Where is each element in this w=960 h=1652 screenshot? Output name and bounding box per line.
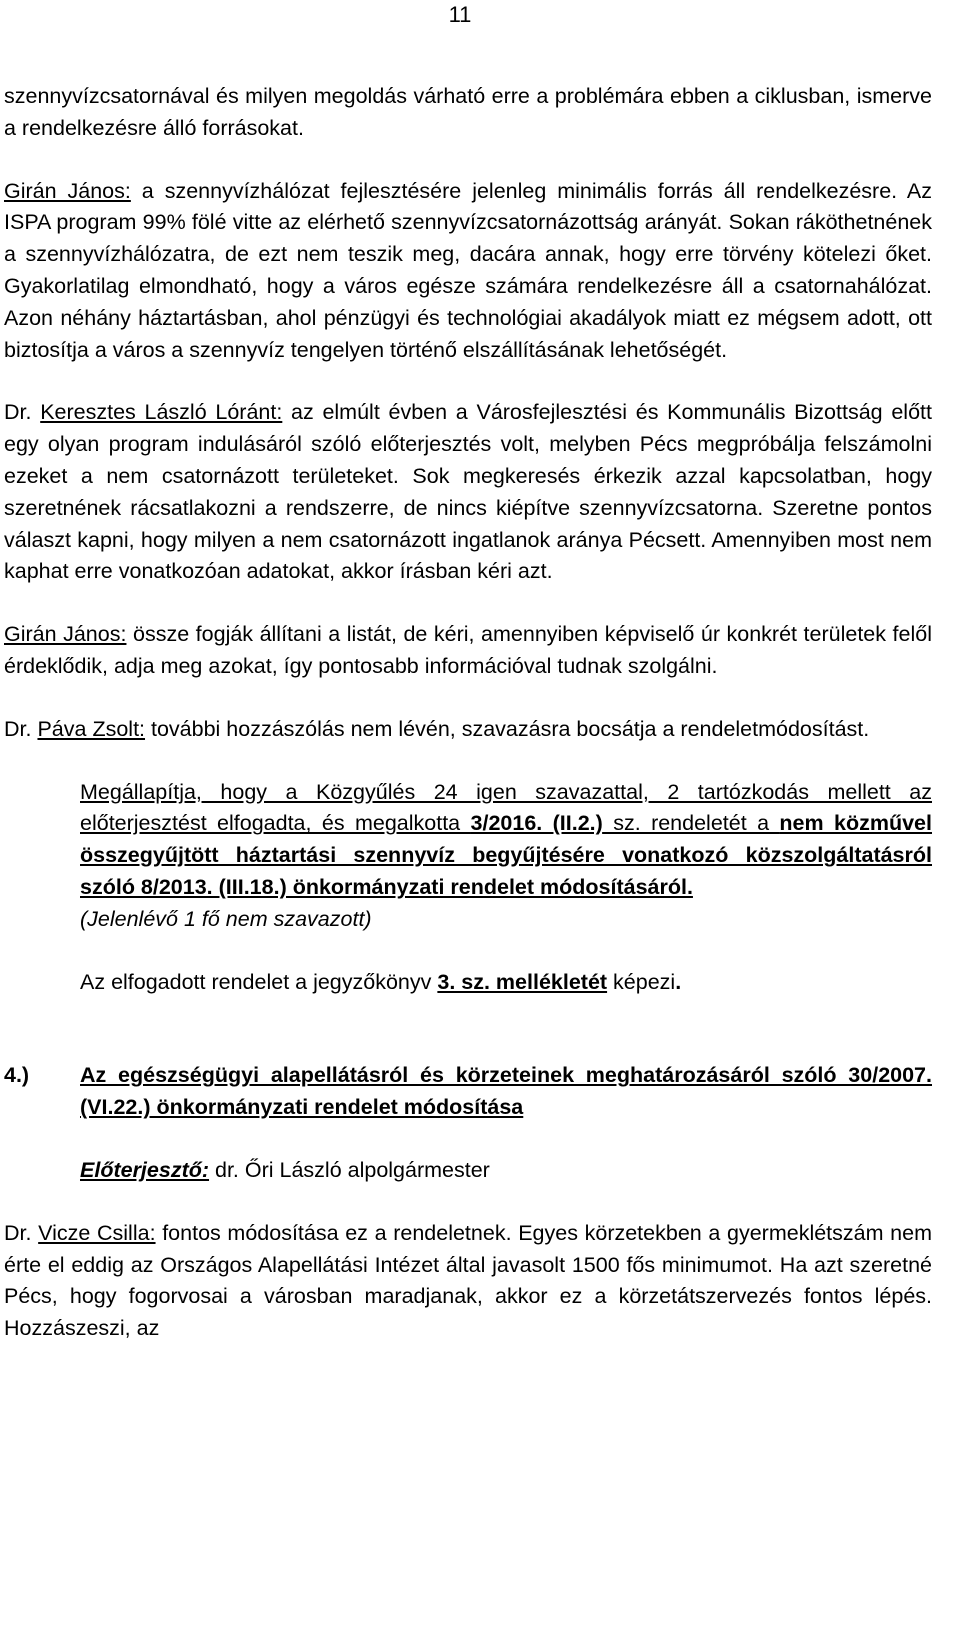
spacer: [4, 145, 932, 176]
page-number: 11: [448, 2, 472, 27]
decision-text: Megállapítja, hogy a Közgyűlés 24 igen szavazattal, 2 tartózkodás mellett az előterjesztést elfogadta, és megalkotta: [80, 779, 932, 836]
annex-reference: 3. sz. mellékletét: [437, 969, 608, 994]
paragraph-pava: [4, 714, 932, 746]
speaker-title: Dr.: [4, 1220, 32, 1245]
speaker-name: Girán János:: [4, 622, 127, 647]
speaker-name: Keresztes László Lóránt:: [40, 400, 283, 425]
decision-text: sz. rendeletét a: [602, 811, 780, 836]
presenter-line: [4, 1155, 932, 1187]
spacer: [4, 746, 932, 777]
annex-text: képezi: [607, 969, 676, 994]
annex-period: .: [675, 969, 682, 994]
paragraph-text: fontos módosítása ez a rendeletnek. Egyes körzetekben a gyermeklétszám nem érte el eddig az Országos Alapellátási Intézet által javasolt 1500 fős minimumot. Ha azt szeretné Pécs, hogy fogorvosai a városban maradjanak, akkor ez a körzetátszervezés fontos lépés. Hozzászeszi, az: [4, 1220, 933, 1341]
decree-number: 3/2016. (II.2.): [470, 811, 603, 836]
decision-statement: [4, 777, 932, 904]
vote-note-text: (Jelenlévő 1 fő nem szavazott): [80, 906, 372, 931]
paragraph-giran-2: [4, 619, 932, 683]
vote-note: [4, 904, 932, 936]
paragraph-text: az elmúlt évben a Városfejlesztési és Kommunális Bizottság előtt egy olyan program indulásáról szóló előterjesztés volt, melyben Pécs megpróbálja felszámolni ezeket a nem csatornázott területeket. Sok megkeresés érkezik azzal kapcsolatban, hogy szeretnének rácsatlakozni a rendszerre, de nincs kiépítve szennyvízcsatorna. Szeretne pontos választ kapni, hogy milyen a nem csatornázott ingatlanok aránya Pécsett. Amennyiben most nem kaphat erre vonatkozóan adatokat, akkor írásban kéri azt.: [4, 400, 932, 584]
presenter-name: dr. Őri László alpolgármester: [209, 1157, 490, 1182]
spacer: [4, 998, 932, 1060]
paragraph-intro: [4, 81, 932, 145]
speaker-title: Dr.: [4, 716, 32, 741]
agenda-item-number: 4.): [4, 1063, 30, 1088]
paragraph-keresztes: [4, 397, 932, 588]
speaker-name: Vicze Csilla:: [38, 1220, 156, 1245]
spacer: [4, 588, 932, 619]
spacer: [4, 1187, 932, 1218]
agenda-item-4: [4, 1060, 932, 1124]
spacer: [4, 1124, 932, 1155]
spacer: [4, 683, 932, 714]
annex-text: Az elfogadott rendelet a jegyzőkönyv: [80, 969, 438, 994]
speaker-name: Girán János:: [4, 178, 131, 203]
paragraph-text: további hozzászólás nem lévén, szavazásra bocsátja a rendeletmódosítást.: [145, 716, 870, 741]
paragraph-text: szennyvízcsatornával és milyen megoldás várható erre a problémára ebben a ciklusban, ismerve a rendelkezésre álló forrásokat.: [4, 84, 932, 140]
paragraph-vicze: [4, 1218, 932, 1345]
spacer: [4, 936, 932, 967]
speaker-title: Dr.: [4, 400, 32, 425]
agenda-item-title: Az egészségügyi alapellátásról és körzeteinek meghatározásáról szóló 30/2007. (VI.22.) önkormányzati rendelet módosítása: [80, 1063, 932, 1120]
decree-title: nem közművel összegyűjtött háztartási szennyvíz begyűjtésére vonatkozó közszolgáltatásról szóló 8/2013. (III.18.) önkormányzati rendelet módosításáról.: [80, 811, 932, 899]
annex-statement: [4, 967, 932, 999]
paragraph-giran-1: [4, 176, 932, 367]
spacer: [4, 366, 932, 397]
presenter-label: Előterjesztő:: [80, 1157, 210, 1182]
paragraph-text: össze fogják állítani a listát, de kéri, amennyiben képviselő úr konkrét területek felől érdeklődik, adja meg azokat, így pontosabb információval tudnak szolgálni.: [4, 622, 932, 678]
page-body: [4, 81, 932, 1345]
paragraph-text: a szennyvízhálózat fejlesztésére jelenleg minimális forrás áll rendelkezésre. Az ISPA program 99% fölé vitte az elérhető szennyvízcsatornázottság arányát. Sokan ráköthetnének a szennyvízhálózatra, de ezt nem teszik meg, dacára annak, hogy erre törvény kötelezi őket. Gyakorlatilag elmondható, hogy a város egésze számára rendelkezésre áll a csatornahálózat. Azon néhány háztartásban, ahol pénzügyi és technológiai akadályok miatt ez mégsem adott, ott biztosítja a város a szennyvíz tengelyen történő elszállításának lehetőségét.: [4, 178, 932, 362]
speaker-name: Páva Zsolt:: [37, 716, 146, 741]
